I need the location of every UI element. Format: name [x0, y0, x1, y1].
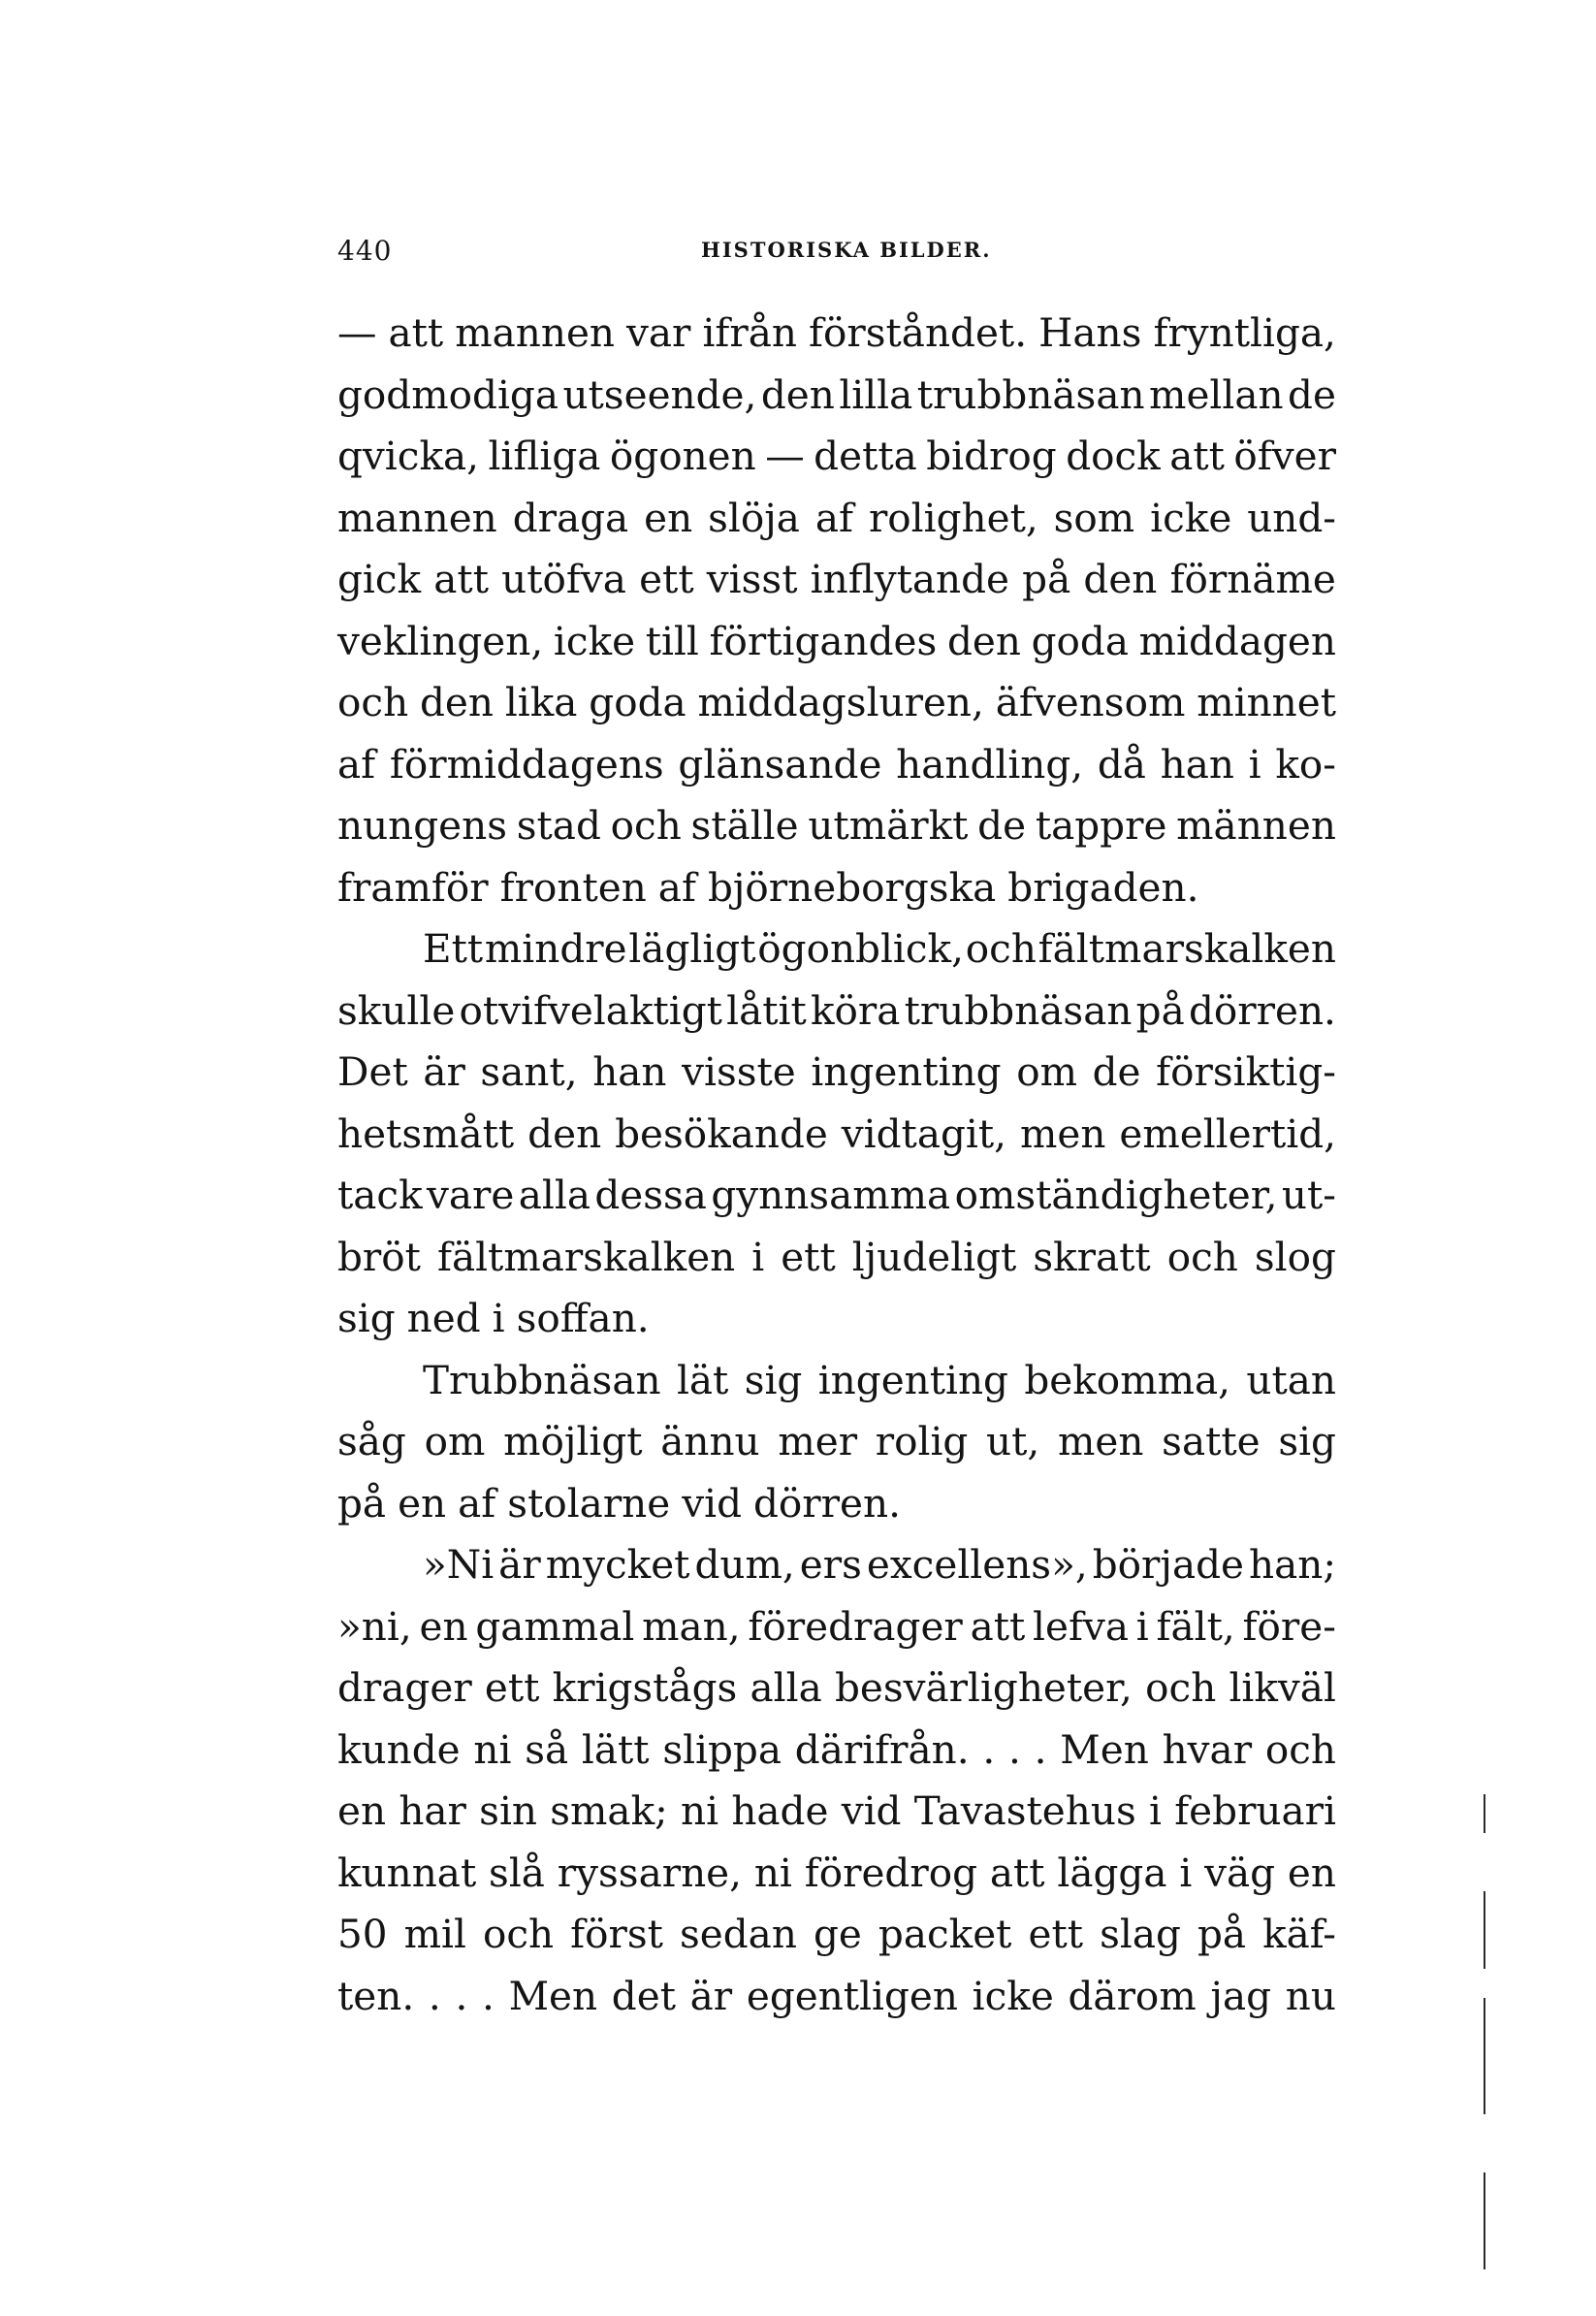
- text-line: af förmiddagens glänsande handling, då han i ko-: [337, 740, 1336, 788]
- body-text: [337, 303, 1336, 2027]
- text-line: skulle otvifvelaktigt låtit köra trubbnäsan på dörren.: [337, 986, 1336, 1034]
- text-line: hetsmått den besökande vidtagit, men emellertid,: [337, 1110, 1336, 1157]
- text-line: och den lika goda middagsluren, äfvensom minnet: [337, 679, 1336, 725]
- text-line: bröt fältmarskalken i ett ljudeligt skratt och slog: [337, 1233, 1336, 1280]
- text-line: Ett mindre lägligt ögonblick, och fältmarskalken: [423, 925, 1336, 972]
- text-line: såg om möjligt ännu mer rolig ut, men satte sig: [337, 1418, 1336, 1464]
- text-line: godmodiga utseende, den lilla trubbnäsan mellan de: [337, 370, 1336, 418]
- text-line: — att mannen var ifrån förståndet. Hans fryntliga,: [337, 309, 1336, 356]
- text-line: nungens stad och ställe utmärkt de tappre männen: [337, 802, 1336, 849]
- text-line: kunnat slå ryssarne, ni föredrog att lägga i väg en: [337, 1849, 1336, 1896]
- text-line: mannen draga en slöja af rolighet, som icke und-: [337, 494, 1336, 541]
- scan-mark: [1484, 2172, 1485, 2269]
- text-line: Det är sant, han visste ingenting om de försiktig-: [337, 1048, 1336, 1095]
- text-line: Trubbnäsan lät sig ingenting bekomma, utan: [423, 1356, 1336, 1403]
- scan-mark: [1484, 1998, 1485, 2114]
- text-line: framför fronten af björneborgska brigaden.: [337, 863, 1199, 911]
- text-line: tack vare alla dessa gynnsamma omständigheter, ut-: [337, 1172, 1336, 1218]
- text-line: sig ned i soffan.: [337, 1295, 650, 1341]
- text-line: kunde ni så lätt slippa därifrån. . . . Men hvar och: [337, 1725, 1336, 1773]
- text-line: gick att utöfva ett visst inflytande på den förnäme: [337, 556, 1336, 602]
- text-line: på en af stolarne vid dörren.: [337, 1479, 901, 1527]
- text-line: ten. . . . Men det är egentligen icke därom jag nu: [337, 1972, 1336, 2019]
- text-line: 50 mil och först sedan ge packet ett slag på käf-: [337, 1911, 1336, 1957]
- scan-mark: [1484, 1794, 1485, 1833]
- text-line: »ni, en gammal man, föredrager att lefva i fält, före-: [337, 1602, 1336, 1650]
- text-line: en har sin smak; ni hade vid Tavastehus i februari: [337, 1787, 1336, 1834]
- page-header: [337, 235, 1336, 273]
- scan-mark: [1484, 1891, 1485, 1969]
- page-number: 440: [337, 235, 393, 267]
- running-title: HISTORISKA BILDER.: [701, 238, 992, 262]
- text-line: drager ett krigstågs alla besvärligheter, och likväl: [337, 1664, 1336, 1711]
- text-line: »Ni är mycket dum, ers excellens», började han;: [423, 1541, 1336, 1588]
- text-line: veklingen, icke till förtigandes den goda middagen: [337, 617, 1336, 664]
- text-line: qvicka, lifliga ögonen — detta bidrog dock att öfver: [337, 433, 1336, 479]
